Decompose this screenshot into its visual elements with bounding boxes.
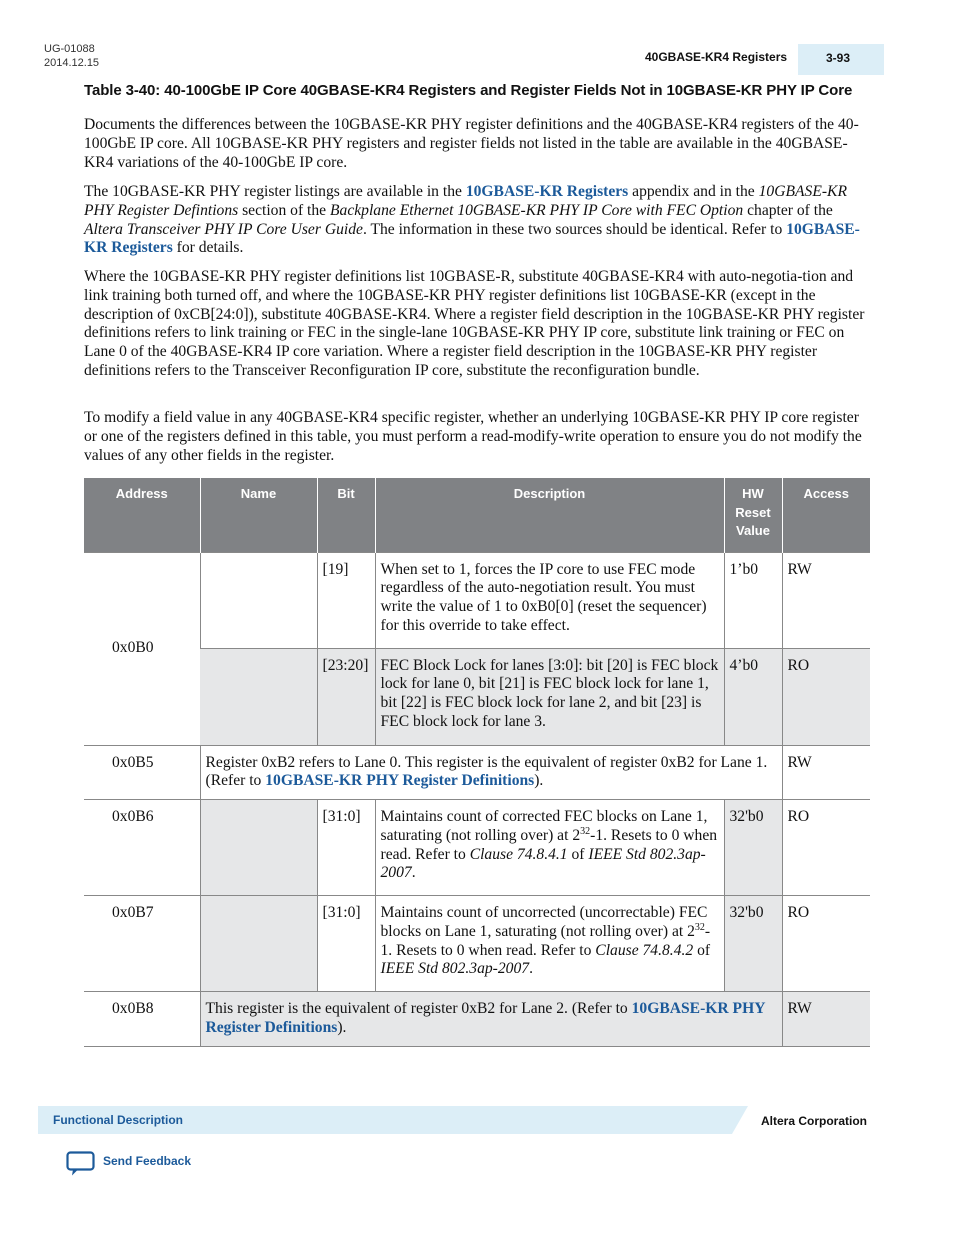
header-text: HW bbox=[742, 486, 764, 501]
link-10gbase-kr-registers-2[interactable]: 10GBASE-KR Registers bbox=[84, 220, 860, 257]
cell-access: RO bbox=[782, 896, 870, 992]
cell-name bbox=[200, 552, 317, 648]
text: of bbox=[693, 941, 711, 959]
link-10gbase-kr-phy-register-definitions[interactable]: 10GBASE-KR PHY Register Definitions bbox=[265, 772, 535, 790]
link-10gbase-kr-registers[interactable]: 10GBASE-KR Registers bbox=[465, 183, 629, 200]
text: for details. bbox=[172, 239, 244, 257]
paragraph-read-modify-write: To modify a field value in any 40GBASE-KR4 specific register, whether an underlying 10GBASE-KR PHY IP core register or one of the registers defined in this table, you must perform a read-modify-write operation to ensure you do not modify the values of any other fields in the register. bbox=[84, 409, 862, 464]
link-10gbase-kr-phy-register-definitions-2[interactable]: 10GBASE-KR PHY Register Definitions bbox=[205, 1000, 765, 1036]
paragraph-references bbox=[84, 183, 874, 258]
text: section of the bbox=[238, 201, 331, 219]
header-hw-reset-value bbox=[724, 478, 782, 552]
text: . The information in these two sources should be identical. Refer to bbox=[362, 220, 787, 238]
cell-reset: 1’b0 bbox=[724, 552, 782, 648]
cell-bit: [19] bbox=[317, 552, 375, 648]
cell-name bbox=[200, 800, 317, 896]
send-feedback-link[interactable]: Send Feedback bbox=[103, 1154, 192, 1168]
cell-reset: 4’b0 bbox=[724, 648, 782, 745]
table-header-row bbox=[84, 478, 870, 552]
cell-address: 0x0B0 bbox=[84, 552, 200, 745]
text: ). bbox=[534, 772, 544, 790]
header-text: Reset bbox=[735, 504, 771, 520]
cell-description: FEC Block Lock for lanes [3:0]: bit [20] is FEC block lock for lane 0, bit [21] is FEC block lock for lane 1, bit [22] is FEC block lock for lane 2, and bit [23] is FEC block lock for lane 3. bbox=[375, 648, 724, 745]
table-caption: Table 3-40: 40-100GbE IP Core 40GBASE-KR4 Registers and Register Fields Not in 10GBASE-KR PHY IP Core bbox=[84, 82, 853, 99]
text: . bbox=[411, 864, 416, 882]
cell-access: RW bbox=[782, 745, 870, 800]
text: Maintains count of uncorrected (uncorrectable) FEC blocks on Lane 1, saturating (not rolling over) at 2 bbox=[380, 904, 708, 940]
italic-text: Backplane Ethernet 10GBASE-KR PHY IP Core with FEC Option bbox=[330, 201, 744, 219]
table-row bbox=[84, 745, 870, 800]
table-row bbox=[84, 800, 870, 896]
footer-section-link[interactable]: Functional Description bbox=[53, 1113, 184, 1127]
text: The 10GBASE-KR PHY register listings are available in the bbox=[84, 183, 466, 200]
table-row bbox=[84, 896, 870, 992]
cell-address: 0x0B8 bbox=[84, 992, 200, 1047]
header-section-title: 40GBASE-KR4 Registers bbox=[645, 50, 788, 64]
text: ). bbox=[337, 1018, 347, 1036]
footer-company: Altera Corporation bbox=[761, 1114, 868, 1128]
document-id bbox=[44, 42, 99, 70]
cell-description bbox=[375, 800, 724, 896]
header-bit: Bit bbox=[317, 478, 375, 552]
register-table bbox=[84, 478, 870, 1047]
italic-text: Clause 74.8.4.2 bbox=[595, 941, 694, 959]
cell-address: 0x0B5 bbox=[84, 745, 200, 800]
italic-text: Altera Transceiver PHY IP Core User Guide bbox=[84, 220, 363, 238]
cell-access: RW bbox=[782, 552, 870, 648]
superscript: 32 bbox=[694, 921, 705, 933]
text: appendix and in the bbox=[628, 183, 759, 200]
header-access: Access bbox=[782, 478, 870, 552]
cell-bit: [31:0] bbox=[317, 800, 375, 896]
cell-description bbox=[200, 992, 782, 1047]
cell-reset: 32'b0 bbox=[724, 896, 782, 992]
doc-date: 2014.12.15 bbox=[44, 57, 100, 69]
table-row bbox=[84, 992, 870, 1047]
cell-bit: [23:20] bbox=[317, 648, 375, 745]
text: -1. Resets to 0 when read. Refer to bbox=[380, 826, 718, 863]
paragraph-intro: Documents the differences between the 10GBASE-KR PHY register definitions and the 40GBASE-KR4 registers of the 40-100GbE IP core. All 10GBASE-KR PHY registers and register fields not listed in the table are available in the 40GBASE-KR4 variations of the 40-100GbE IP core. bbox=[84, 116, 859, 171]
cell-address: 0x0B6 bbox=[84, 800, 200, 896]
cell-description bbox=[375, 896, 724, 992]
cell-access: RO bbox=[782, 800, 870, 896]
speech-bubble-icon[interactable] bbox=[66, 1151, 96, 1177]
header-name: Name bbox=[200, 478, 317, 552]
superscript: 32 bbox=[580, 825, 591, 837]
text: chapter of the bbox=[743, 201, 833, 219]
cell-description: When set to 1, forces the IP core to use FEC mode regardless of the auto-negotiation result. You must write the value of 1 to 0xB0[0] (reset the sequencer) for this override to take effect. bbox=[375, 552, 724, 648]
cell-name bbox=[200, 648, 317, 745]
page-number: 3-93 bbox=[826, 51, 851, 65]
text: This register is the equivalent of register 0xB2 for Lane 2. (Refer to bbox=[205, 1000, 632, 1018]
cell-access: RW bbox=[782, 992, 870, 1047]
italic-text: IEEE Std 802.3ap-2007 bbox=[380, 845, 706, 882]
cell-access: RO bbox=[782, 648, 870, 745]
cell-reset: 32'b0 bbox=[724, 800, 782, 896]
text: -1. Resets to 0 when read. Refer to bbox=[380, 922, 711, 959]
text: Register 0xB2 refers to Lane 0. This register is the equivalent of register 0xB2 for Lane 1. (Refer to bbox=[205, 753, 768, 790]
doc-number: UG-01088 bbox=[44, 43, 95, 55]
text: Maintains count of corrected FEC blocks on Lane 1, saturating (not rolling over) at 2 bbox=[380, 808, 708, 844]
text: . bbox=[529, 960, 533, 978]
header-description: Description bbox=[375, 478, 724, 552]
cell-description bbox=[200, 745, 782, 800]
table-row bbox=[84, 552, 870, 648]
italic-text: IEEE Std 802.3ap-2007 bbox=[380, 960, 530, 978]
italic-text: 10GBASE-KR PHY Register Defintions bbox=[84, 183, 847, 219]
cell-bit: [31:0] bbox=[317, 896, 375, 992]
header-text: Value bbox=[736, 523, 770, 539]
paragraph-substitutions: Where the 10GBASE-KR PHY register definitions list 10GBASE-R, substitute 40GBASE-KR4 with auto-negotia-tion and link training both turned off, and where the 10GBASE-KR PHY register definitions list 10GBASE-KR (except in the description of 0xCB[24:0]), substitute 40GBASE-KR4. Where a register field description in the 10GBASE-KR PHY register definitions refers to link training or FEC in the single-lane 10GBASE-KR PHY IP core, substitute link training or FEC on Lane 0 of the 40GBASE-KR4 IP core variation. Where a register field description in the 10GBASE-KR PHY register definitions refers to the Transceiver Reconfiguration IP core, substitute the reconfiguration bundle. bbox=[84, 268, 865, 379]
header-address: Address bbox=[84, 478, 200, 552]
table-row bbox=[84, 648, 870, 745]
italic-text: Clause 74.8.4.1 bbox=[469, 845, 568, 863]
text: of bbox=[567, 845, 589, 863]
cell-name bbox=[200, 896, 317, 992]
cell-address: 0x0B7 bbox=[84, 896, 200, 992]
